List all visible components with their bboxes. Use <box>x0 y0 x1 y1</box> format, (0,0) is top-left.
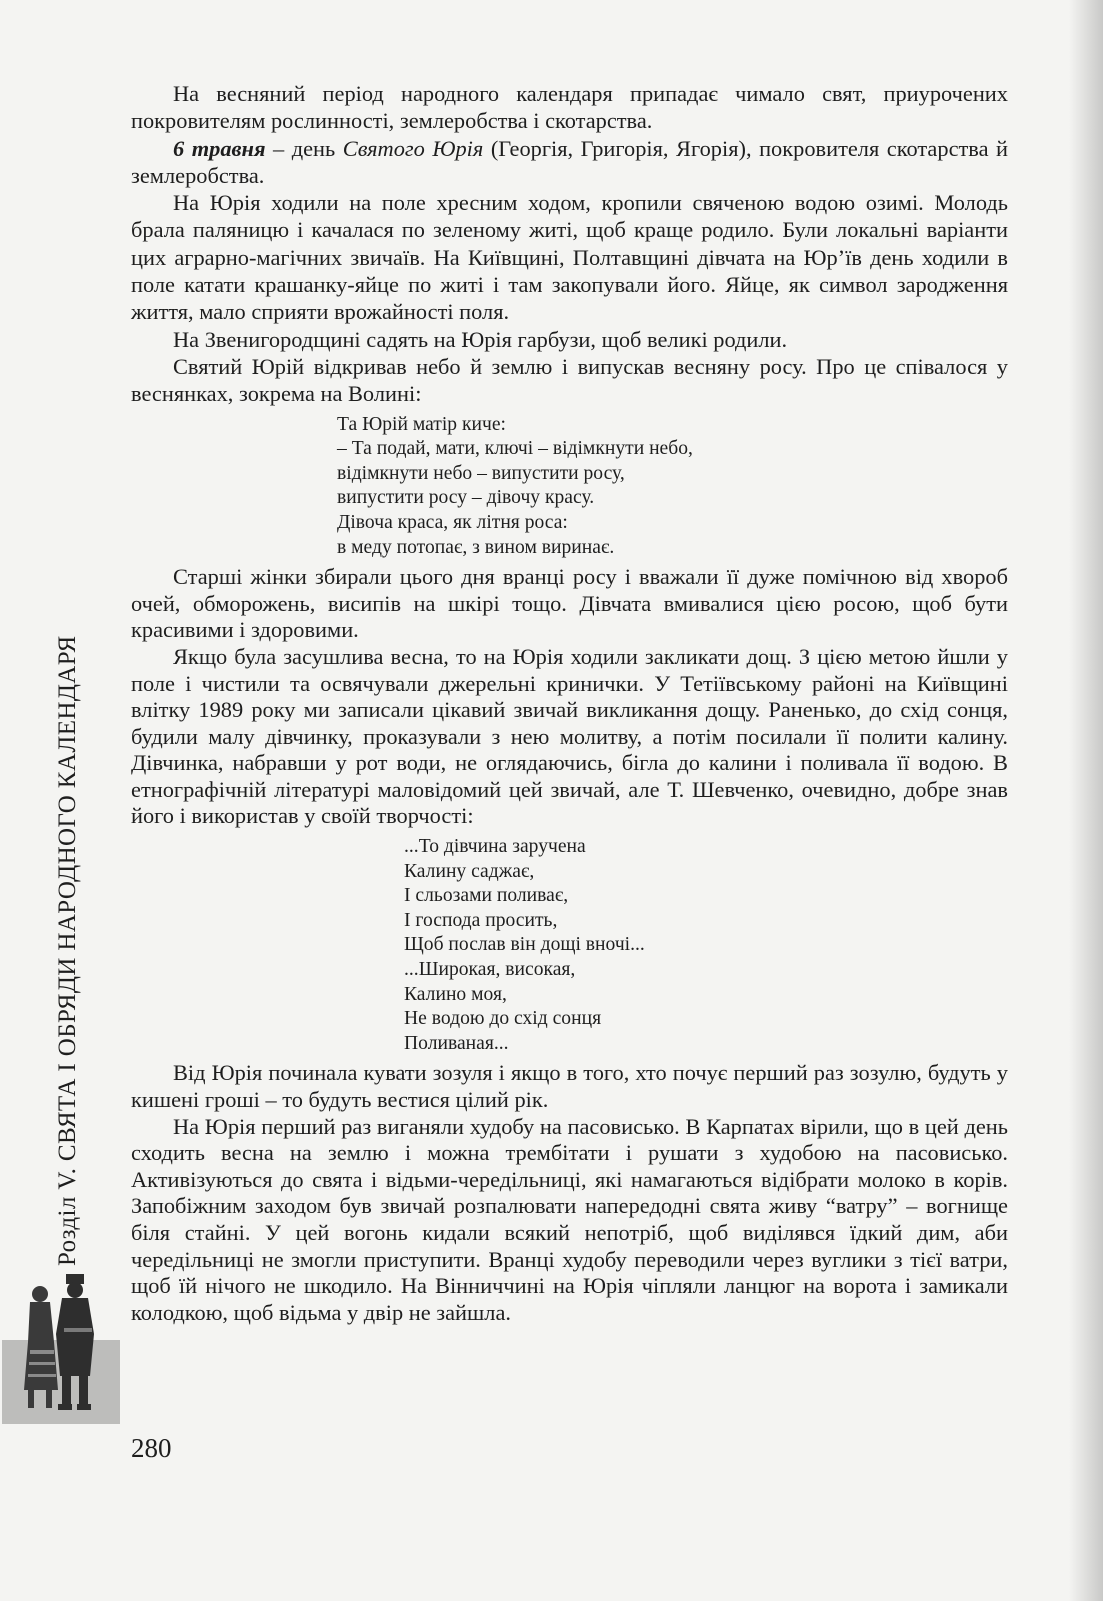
verse-2-line: Не водою до схід сонця <box>404 1008 602 1030</box>
verse-2-line: ...Широкая, високая, <box>404 959 576 981</box>
verse-2-line: Щоб послав він дощі вночі... <box>404 934 645 956</box>
paragraph-2 <box>131 135 1008 190</box>
paragraph-2-rest: (Георгія, Григорія, Ягорія), покровителя скотарства й землеробства. <box>131 135 1009 188</box>
date-may-6: 6 травня <box>173 135 266 161</box>
verse-block-2 <box>131 835 1008 1056</box>
paragraph-1: На весняний період народного календаря припадає чимало свят, приурочених покровителям рослинності, землеробства і скотарства. <box>131 81 1008 134</box>
paragraph-5: Святий Юрій відкривав небо й землю і випускав весняну росу. Про це співалося у веснянках, зокрема на Волині: <box>131 353 1008 407</box>
paragraph-6: Старші жінки збирали цього дня вранці росу і вважали її дуже помічною від хвороб очей, обморожень, висипів на шкірі тощо. Дівчата вмивалися цією росою, щоб бути красивими і здоровими. <box>131 564 1008 643</box>
paragraph-8: Від Юрія починала кувати зозуля і якщо в того, хто почує перший раз зозулю, будуть у кишені гроші – то будуть вестися цілий рік. <box>131 1060 1008 1112</box>
verse-2-line: Калино моя, <box>404 983 507 1005</box>
paragraph-9: На Юрія перший раз виганяли худобу на пасовисько. В Карпатах вірили, що в цей день сходить весна на землю і можна трембітати і рушати з худобою на пасовисько. Активізуються до свята і відьми-чередільниці, які намагаються відібрати молоко в корів. Запобіжним заходом був звичай розпалювати напередодні свята живу “ватру” – вогнище біля стайні. У цей вогонь кидали всякий непотріб, щоб виділявся їдкий дим, аби чередільниці не змогли приступити. Вранці худобу переводили через вуглики з тієї ватри, щоб їй нічого не шкодило. На Вінниччині на Юрія чіпляли ланцюг на ворота і замикали колодкою, щоб відьма у двір не зайшла. <box>131 1113 1008 1325</box>
man-coat-detail <box>64 1328 92 1332</box>
verse-1-line: Та Юрій матір киче: <box>337 413 506 435</box>
page-number: 280 <box>131 1433 172 1463</box>
paragraph-7: Якщо була засушлива весна, то на Юрія ходили закликати дощ. З цією метою йшли у поле і чистили та освячували джерельні кринички. У Тетіївському районі на Київщині влітку 1989 року ми записали цікавий звичай викликання дощу. Раненько, до схід сонця, будили малу дівчинку, проказували з нею молитву, а потім посилали її полити калину. Дівчинка, набравши у рот води, не оглядаючись, бігла до калини і поливала її водою. В етнографічній літературі маловідомий цей звичай, але Т. Шевченко, очевидно, добре знав його і використав у своїй творчості: <box>131 643 1008 829</box>
verse-2-line: І сльозами поливає, <box>404 885 569 907</box>
folk-figures-illustration <box>2 1272 120 1424</box>
verse-1-line: випустити росу – дівочу красу. <box>337 487 595 509</box>
verse-1-line: відімкнути небо – випустити росу, <box>337 462 625 484</box>
saint-yuri-name: Святого Юрія <box>342 135 484 161</box>
verse-1-line: – Та подай, мати, ключі – відімкнути небо, <box>337 438 693 460</box>
verse-2-line: Поливаная... <box>404 1032 509 1054</box>
paragraph-2-dash: – день <box>265 135 343 161</box>
verse-1-line: Дівоча краса, як літня роса: <box>337 511 568 533</box>
page-body <box>131 80 1008 1326</box>
verse-2-line: І господа просить, <box>404 909 558 931</box>
verse-block-1 <box>131 413 1008 561</box>
verse-2-line: ...То дівчина заручена <box>404 836 586 858</box>
woman-figure <box>24 1286 58 1408</box>
scan-edge-shadow <box>1069 0 1103 1601</box>
verse-2-line: Калину саджає, <box>404 860 535 882</box>
verse-1-line: в меду потопає, з вином виринає. <box>337 536 615 558</box>
paragraph-3: На Юрія ходили на поле хресним ходом, кропили свяченою водою озимі. Молодь брала паляницю і качалася по зеленому житі, щоб краще родило. Були локальні варіанти цих аграрно-магічних звичаїв. На Київщині, Полтавщині дівчата на Юр’їв день ходили в поле катати крашанку-яйце по житі і там закопували його. Яйце, як символ зародження життя, мало сприяти врожайності поля. <box>131 190 1008 325</box>
paragraph-4: На Звенигородщині садять на Юрія гарбузи, щоб великі родили. <box>173 326 788 352</box>
chapter-side-title-text: Розділ V. СВЯТА І ОБРЯДИ НАРОДНОГО КАЛЕНДАРЯ <box>54 635 81 1266</box>
